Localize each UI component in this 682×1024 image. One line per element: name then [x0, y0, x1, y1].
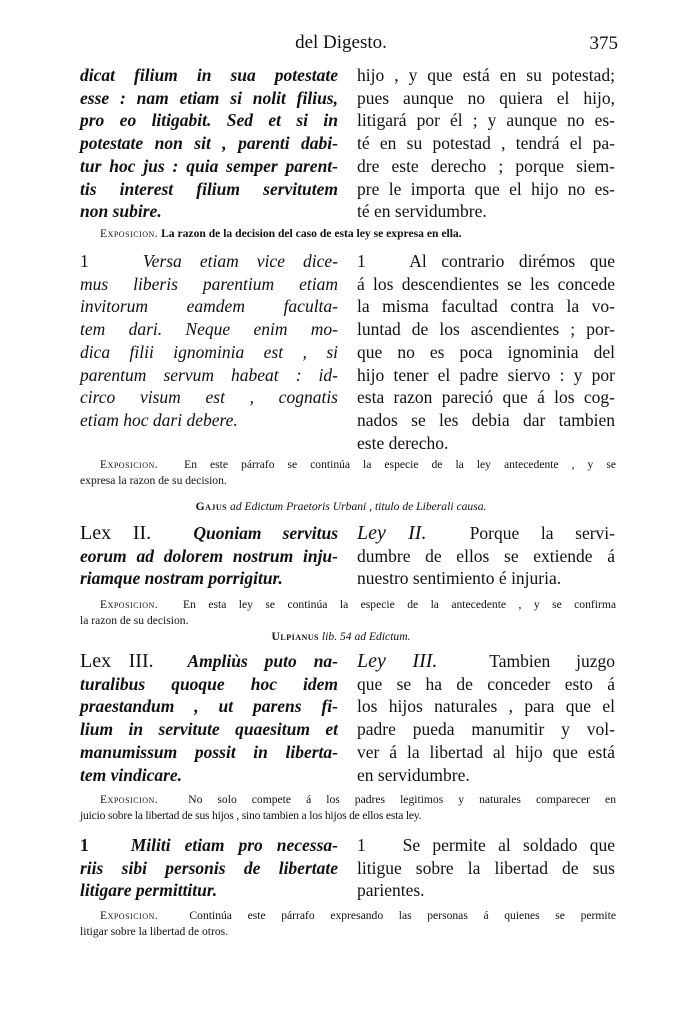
source-text: lib. 54 ad Edictum. [321, 630, 411, 643]
exposicion-text: La razon de la decision del caso de esta ley se expresa en ella. [161, 227, 462, 240]
exposicion-lex2 [80, 597, 616, 629]
spanish-line: litigue sobre la libertad de sus [357, 857, 615, 878]
exposicion-block1 [100, 226, 620, 242]
latin-column-lex2 [80, 522, 338, 590]
exposicion-line: expresa la razon de su decision. [80, 474, 227, 487]
spanish-line: hijo , y que está en su potestad; [357, 65, 615, 85]
source-author: Ulpianus [271, 630, 320, 643]
spanish-line-text: Porque la servi- [469, 523, 615, 543]
latin-line: riamque nostram porrigitur. [80, 568, 283, 589]
latin-line: dica filii ignominia est , si [80, 341, 338, 362]
spanish-line: litigará por él ; y aunque no es- [357, 110, 615, 131]
latin-line: etiam hoc dari debere. [80, 409, 238, 430]
spanish-line [357, 650, 615, 673]
latin-line: litigare permittitur. [80, 880, 218, 901]
latin-line [80, 650, 338, 673]
latin-line: mus liberis parentium etiam [80, 273, 338, 294]
latin-line [80, 522, 338, 545]
exposicion-line: juicio sobre la libertad de sus hijos , sino tambien a los hijos de ellos esta ley. [80, 809, 422, 822]
source-text: ad Edictum Praetoris Urbani , titulo de Liberali causa. [230, 500, 487, 513]
latin-column-block5 [80, 834, 338, 902]
paragraph-number: 1 [80, 251, 89, 271]
latin-line [80, 834, 338, 857]
lex-label: Lex III. [80, 650, 154, 672]
exposicion-line: la razon de su decision. [80, 614, 189, 627]
latin-line-text: Quoniam servitus [193, 523, 339, 543]
latin-line: dicat filium in sua potestate [80, 65, 338, 85]
spanish-column-block2 [357, 250, 615, 454]
exposicion-line [80, 792, 616, 808]
spanish-line: este derecho. [357, 432, 449, 453]
exposicion-text: No solo compete á los padres legitimos y naturales comparecer en [188, 793, 616, 806]
lex-label: Lex II. [80, 522, 152, 544]
latin-line: riis sibi personis de libertate [80, 857, 338, 878]
latin-line-text: Militi etiam pro necessa- [130, 835, 338, 855]
paragraph-number: 1 [357, 835, 366, 855]
spanish-line-text: Tambien juzgo [489, 651, 616, 671]
spanish-line-text: Al contrario dirémos que [409, 251, 615, 271]
latin-line: non subire. [80, 201, 162, 222]
spanish-line [357, 522, 615, 545]
spanish-line [357, 250, 615, 273]
spanish-line: nados se les debia dar tambien [357, 409, 615, 430]
latin-line: tis interest filium servitutem [80, 178, 338, 199]
exposicion-text: Continúa este párrafo expresando las personas á quienes se permite [189, 909, 616, 922]
spanish-line [357, 834, 615, 857]
spanish-line: té en su potestad , tendrá el pa- [357, 133, 615, 154]
running-header: del Digesto. [295, 32, 387, 53]
spanish-line: nuestro sentimiento é injuria. [357, 568, 562, 589]
exposicion-text: En esta ley se continúa la especie de la antecedente , y se confirma [183, 598, 617, 611]
spanish-line: los hijos naturales , para que el [357, 696, 615, 717]
latin-line: lium in servitute quaesitum et [80, 719, 338, 740]
exposicion-text: En este párrafo se continúa la especie de la ley antecedente , y se [184, 458, 616, 471]
exposicion-line: litigar sobre la libertad de otros. [80, 925, 229, 938]
spanish-line: la misma facultad contra la vo- [357, 296, 615, 317]
spanish-column-lex3 [357, 650, 615, 786]
spanish-line: que se ha de conceder esto á [357, 673, 615, 694]
latin-line: pro eo litigabit. Sed et si in [80, 110, 338, 131]
spanish-line: esta razon pareció que á los cog- [357, 387, 615, 408]
latin-column-lex3 [80, 650, 338, 786]
spanish-column-block1 [357, 64, 615, 223]
spanish-line: té en servidumbre. [357, 201, 487, 222]
spanish-line: hijo tener el padre siervo : y por [357, 364, 615, 385]
spanish-line: padre pueda manumitir y vol- [357, 719, 615, 740]
latin-column-block2 [80, 250, 338, 432]
spanish-line: á los descendientes se les concede [357, 273, 615, 294]
exposicion-label: Exposicion. [100, 909, 159, 922]
latin-line: invitorum eamdem faculta- [80, 296, 338, 317]
latin-line: manumissum possit in liberta- [80, 741, 338, 762]
exposicion-lex3 [80, 792, 616, 824]
source-citation-gajus [0, 500, 682, 513]
latin-line: praestandum , ut parens fi- [80, 696, 338, 717]
spanish-line: pues aunque no quiera el hijo, [357, 87, 615, 108]
exposicion-line [80, 597, 616, 613]
latin-line: tur hoc jus : quia semper parent- [80, 155, 338, 176]
exposicion-label: Exposicion. [100, 598, 159, 611]
spanish-column-block5 [357, 834, 615, 902]
paragraph-number: 1 [357, 251, 366, 271]
spanish-line: pre le importa que el hijo no es- [357, 178, 615, 199]
latin-line: esse : nam etiam si nolit filius, [80, 87, 338, 108]
page-number: 375 [589, 33, 618, 54]
exposicion-line [80, 908, 616, 924]
latin-line: tem dari. Neque enim mo- [80, 319, 338, 340]
spanish-line: dumbre de ellos se extiende á [357, 545, 615, 566]
latin-line: circo visum est , cognatis [80, 387, 338, 408]
exposicion-block2 [80, 457, 616, 489]
exposicion-label: Exposicion. [100, 227, 159, 240]
latin-line-text: Ampliùs puto na- [187, 651, 339, 671]
spanish-line: parientes. [357, 880, 425, 901]
exposicion-label: Exposicion. [100, 458, 159, 471]
source-author: Gajus [195, 500, 228, 513]
latin-line: tem vindicare. [80, 764, 183, 785]
latin-line: turalibus quoque hoc idem [80, 673, 338, 694]
latin-line-text: Versa etiam vice dice- [142, 251, 338, 271]
latin-column-block1 [80, 64, 338, 223]
ley-label: Ley III. [357, 650, 438, 672]
spanish-line: ver á la libertad al hijo que está [357, 741, 615, 762]
exposicion-line [80, 457, 616, 473]
exposicion-label: Exposicion. [100, 793, 159, 806]
exposicion-block5 [80, 908, 616, 940]
spanish-line: dre este derecho ; porque siem- [357, 155, 615, 176]
latin-line: parentum servum habeat : id- [80, 364, 338, 385]
spanish-line-text: Se permite al soldado que [402, 835, 615, 855]
source-citation-ulpianus [0, 630, 682, 643]
ley-label: Ley II. [357, 522, 427, 544]
spanish-column-lex2 [357, 522, 615, 590]
paragraph-number: 1 [80, 835, 89, 855]
latin-line [80, 250, 338, 273]
spanish-line: luntad de los ascendientes ; por- [357, 319, 615, 340]
spanish-line: que no es poca ignominia del [357, 341, 615, 362]
latin-line: potestate non sit , parenti dabi- [80, 133, 338, 154]
latin-line: eorum ad dolorem nostrum inju- [80, 545, 338, 566]
spanish-line: en servidumbre. [357, 764, 470, 785]
